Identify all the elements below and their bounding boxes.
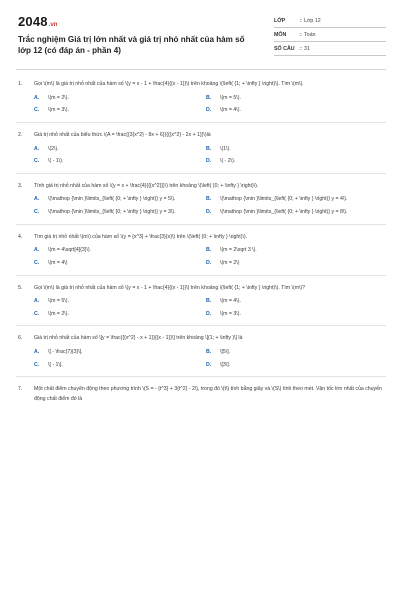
option-letter: D. bbox=[206, 361, 212, 368]
option-row bbox=[34, 94, 386, 104]
option-b[interactable] bbox=[206, 246, 378, 256]
option-a[interactable] bbox=[34, 297, 206, 307]
option-b[interactable] bbox=[206, 94, 378, 104]
option-letter: C. bbox=[34, 158, 40, 165]
option-c[interactable] bbox=[34, 157, 206, 167]
header-divider bbox=[16, 69, 386, 70]
option-b[interactable] bbox=[206, 348, 378, 358]
question-text: Một chất điểm chuyển động theo phương trình \(S = - {t^3} + 3{t^2} - 2\), trong đó \(t\) tính bằng giây và \(S\) tính theo mét. Vận tốc lớn nhất của chuyển động chất điểm đó là bbox=[34, 386, 382, 402]
question-text: Tính giá trị nhỏ nhất của hàm số \(y = x + \frac{4}{{{x^2}}}\) trên khoảng \(\left( {0; + \infty } \right)\). bbox=[34, 182, 259, 189]
option-text: \(m = 2\) bbox=[220, 259, 240, 266]
option-row bbox=[34, 157, 386, 167]
option-b[interactable] bbox=[206, 195, 378, 205]
option-text: \(m = 5\). bbox=[220, 94, 241, 101]
option-a[interactable] bbox=[34, 246, 206, 256]
question-4 bbox=[18, 233, 386, 276]
question-row bbox=[18, 131, 386, 141]
option-text: \(\mathop {\min }\limits_{\left( {0; + \infty } \right)} y = 3\). bbox=[48, 209, 176, 215]
option-row bbox=[34, 106, 386, 116]
option-letter: D. bbox=[206, 107, 212, 114]
option-letter: B. bbox=[206, 145, 212, 152]
question-number: 6. bbox=[18, 335, 23, 342]
option-row bbox=[34, 246, 386, 256]
header-left bbox=[18, 14, 258, 57]
meta-separator: : bbox=[300, 46, 302, 52]
question-text: Tìm giá trị nhỏ nhất \(m\) của hàm số \(y = {x^3} + \frac{3}{x}\) trên \(\left( {0; + \infty } \right)\). bbox=[34, 233, 248, 240]
site-logo-suffix: .vn bbox=[48, 22, 58, 28]
question-6 bbox=[18, 334, 386, 377]
option-letter: C. bbox=[34, 259, 40, 266]
option-letter: D. bbox=[206, 209, 212, 215]
question-divider bbox=[16, 224, 386, 225]
meta-label: LỚP bbox=[274, 18, 286, 24]
option-row bbox=[34, 310, 386, 320]
option-text: \(m = 4\). bbox=[220, 298, 241, 305]
option-text: \[ - 1\]. bbox=[48, 361, 63, 368]
question-divider bbox=[16, 122, 386, 123]
options bbox=[34, 348, 386, 370]
option-letter: D. bbox=[206, 158, 212, 165]
option-text: \[ - \frac{7}{3}\]. bbox=[48, 349, 83, 355]
question-number: 7. bbox=[18, 386, 23, 393]
options bbox=[34, 246, 386, 268]
option-letter: A. bbox=[34, 349, 40, 355]
option-text: \(m = 4\). bbox=[220, 107, 241, 114]
options bbox=[34, 94, 386, 116]
option-text: \(\mathop {\min }\limits_{\left( {0; + \infty } \right)} y = 4\). bbox=[220, 196, 348, 203]
question-row bbox=[18, 233, 386, 243]
option-text: \(\mathop {\min }\limits_{\left( {0; + \infty } \right)} y = 5\). bbox=[48, 196, 176, 203]
option-text: \[5\]. bbox=[220, 349, 231, 355]
options bbox=[34, 195, 386, 217]
question-divider bbox=[16, 173, 386, 174]
question-divider bbox=[16, 376, 386, 377]
option-row bbox=[34, 195, 386, 205]
option-c[interactable] bbox=[34, 361, 206, 371]
option-row bbox=[34, 361, 386, 371]
option-row bbox=[34, 208, 386, 218]
question-number: 4. bbox=[18, 233, 23, 240]
question-divider bbox=[16, 325, 386, 326]
meta-value: 31 bbox=[304, 46, 310, 52]
option-c[interactable] bbox=[34, 106, 206, 116]
options bbox=[34, 297, 386, 319]
option-c[interactable] bbox=[34, 208, 206, 218]
meta-value: Lớp 12 bbox=[304, 18, 321, 24]
question-5 bbox=[18, 284, 386, 327]
question-row bbox=[18, 385, 386, 404]
option-text: \( - 2\). bbox=[220, 158, 236, 165]
question-row bbox=[18, 182, 386, 192]
option-text: \[3\]. bbox=[220, 361, 231, 368]
meta-separator: : bbox=[300, 32, 302, 38]
question-number: 5. bbox=[18, 284, 23, 291]
meta-row-count bbox=[274, 44, 386, 56]
question-row bbox=[18, 80, 386, 90]
option-d[interactable] bbox=[206, 259, 378, 269]
option-text: \( - 1\). bbox=[48, 158, 64, 165]
option-c[interactable] bbox=[34, 310, 206, 320]
option-row bbox=[34, 348, 386, 358]
option-text: \(m = 5\). bbox=[48, 298, 69, 305]
question-row bbox=[18, 334, 386, 344]
option-d[interactable] bbox=[206, 157, 378, 167]
option-text: \(m = 2\sqrt 3 \). bbox=[220, 247, 257, 254]
option-text: \(m = 2\). bbox=[48, 310, 69, 317]
option-letter: A. bbox=[34, 298, 40, 305]
option-letter: B. bbox=[206, 247, 212, 254]
option-letter: B. bbox=[206, 94, 212, 101]
option-b[interactable] bbox=[206, 297, 378, 307]
option-letter: A. bbox=[34, 196, 40, 203]
question-7 bbox=[18, 385, 386, 404]
question-divider bbox=[16, 275, 386, 276]
option-a[interactable] bbox=[34, 348, 206, 358]
option-letter: A. bbox=[34, 247, 40, 254]
option-d[interactable] bbox=[206, 361, 378, 371]
option-c[interactable] bbox=[34, 259, 206, 269]
question-row bbox=[18, 284, 386, 294]
option-text: \(m = 4\) bbox=[48, 259, 68, 266]
option-letter: B. bbox=[206, 196, 212, 203]
option-letter: C. bbox=[34, 209, 40, 215]
option-a[interactable] bbox=[34, 94, 206, 104]
question-text: Gọi \(m\) là giá trị nhỏ nhất của hàm số \(y = x - 1 + \frac{4}{{x - 1}}\) trên khoảng \(\left( {1; + \infty } \right)\). Tìm \(m\)? bbox=[34, 284, 306, 291]
option-row bbox=[34, 145, 386, 155]
option-text: \(m = 4\sqrt[4]{3}\). bbox=[48, 247, 92, 254]
option-text: \(m = 2\). bbox=[48, 94, 69, 101]
option-text: \(\mathop {\min }\limits_{\left( {0; + \infty } \right)} y = 8\). bbox=[220, 209, 348, 215]
option-letter: C. bbox=[34, 361, 40, 368]
option-row bbox=[34, 297, 386, 307]
site-logo[interactable]: 2048 bbox=[18, 14, 48, 29]
option-letter: C. bbox=[34, 107, 40, 114]
option-letter: B. bbox=[206, 349, 212, 355]
options bbox=[34, 145, 386, 167]
page-title: Trắc nghiệm Giá trị lớn nhất và giá trị nhỏ nhất của hàm số lớp 12 (có đáp án - phần 4) bbox=[18, 35, 245, 55]
option-a[interactable] bbox=[34, 145, 206, 155]
question-text: Gọi \(m\) là giá trị nhỏ nhất của hàm số \(y = x - 1 + \frac{4}{{x - 1}}\) trên khoảng \(\left( {1; + \infty } \right)\). Tìm \(m\). bbox=[34, 81, 304, 87]
question-3 bbox=[18, 182, 386, 225]
question-text: Giá trị nhỏ nhất của hàm số \[y = \frac{{{x^2} - x + 1}}{{x - 1}}\] trên khoảng \[(1; + \infty )\] là bbox=[34, 335, 243, 342]
option-letter: A. bbox=[34, 145, 40, 152]
option-letter: C. bbox=[34, 310, 40, 317]
meta-separator: : bbox=[300, 18, 302, 24]
option-letter: D. bbox=[206, 259, 212, 266]
question-2 bbox=[18, 131, 386, 174]
question-number: 1. bbox=[18, 81, 23, 87]
page-header bbox=[18, 14, 386, 58]
meta-panel bbox=[274, 16, 386, 58]
meta-row-subject bbox=[274, 30, 386, 42]
option-d[interactable] bbox=[206, 310, 378, 320]
option-text: \(m = 3\). bbox=[48, 107, 69, 114]
option-text: \(2\). bbox=[48, 145, 59, 152]
option-d[interactable] bbox=[206, 208, 378, 218]
question-number: 2. bbox=[18, 131, 23, 138]
option-letter: D. bbox=[206, 310, 212, 317]
option-d[interactable] bbox=[206, 106, 378, 116]
option-text: \(1\). bbox=[220, 145, 231, 152]
option-letter: A. bbox=[34, 94, 40, 101]
meta-label: MÔN bbox=[274, 32, 287, 38]
question-text: Giá trị nhỏ nhất của biểu thức \(A = \frac{{3{x^2} - 8x + 6}}{{{x^2} - 2x + 1}}\)là bbox=[34, 131, 211, 138]
option-row bbox=[34, 259, 386, 269]
meta-label: SỐ CÂU bbox=[274, 46, 295, 52]
brand[interactable] bbox=[18, 14, 258, 29]
option-text: \(m = 3\). bbox=[220, 310, 241, 317]
question-number: 3. bbox=[18, 182, 23, 189]
meta-row-class bbox=[274, 16, 386, 28]
option-a[interactable] bbox=[34, 195, 206, 205]
meta-value: Toán bbox=[304, 32, 316, 38]
option-letter: B. bbox=[206, 298, 212, 305]
option-b[interactable] bbox=[206, 145, 378, 155]
question-1 bbox=[18, 80, 386, 123]
